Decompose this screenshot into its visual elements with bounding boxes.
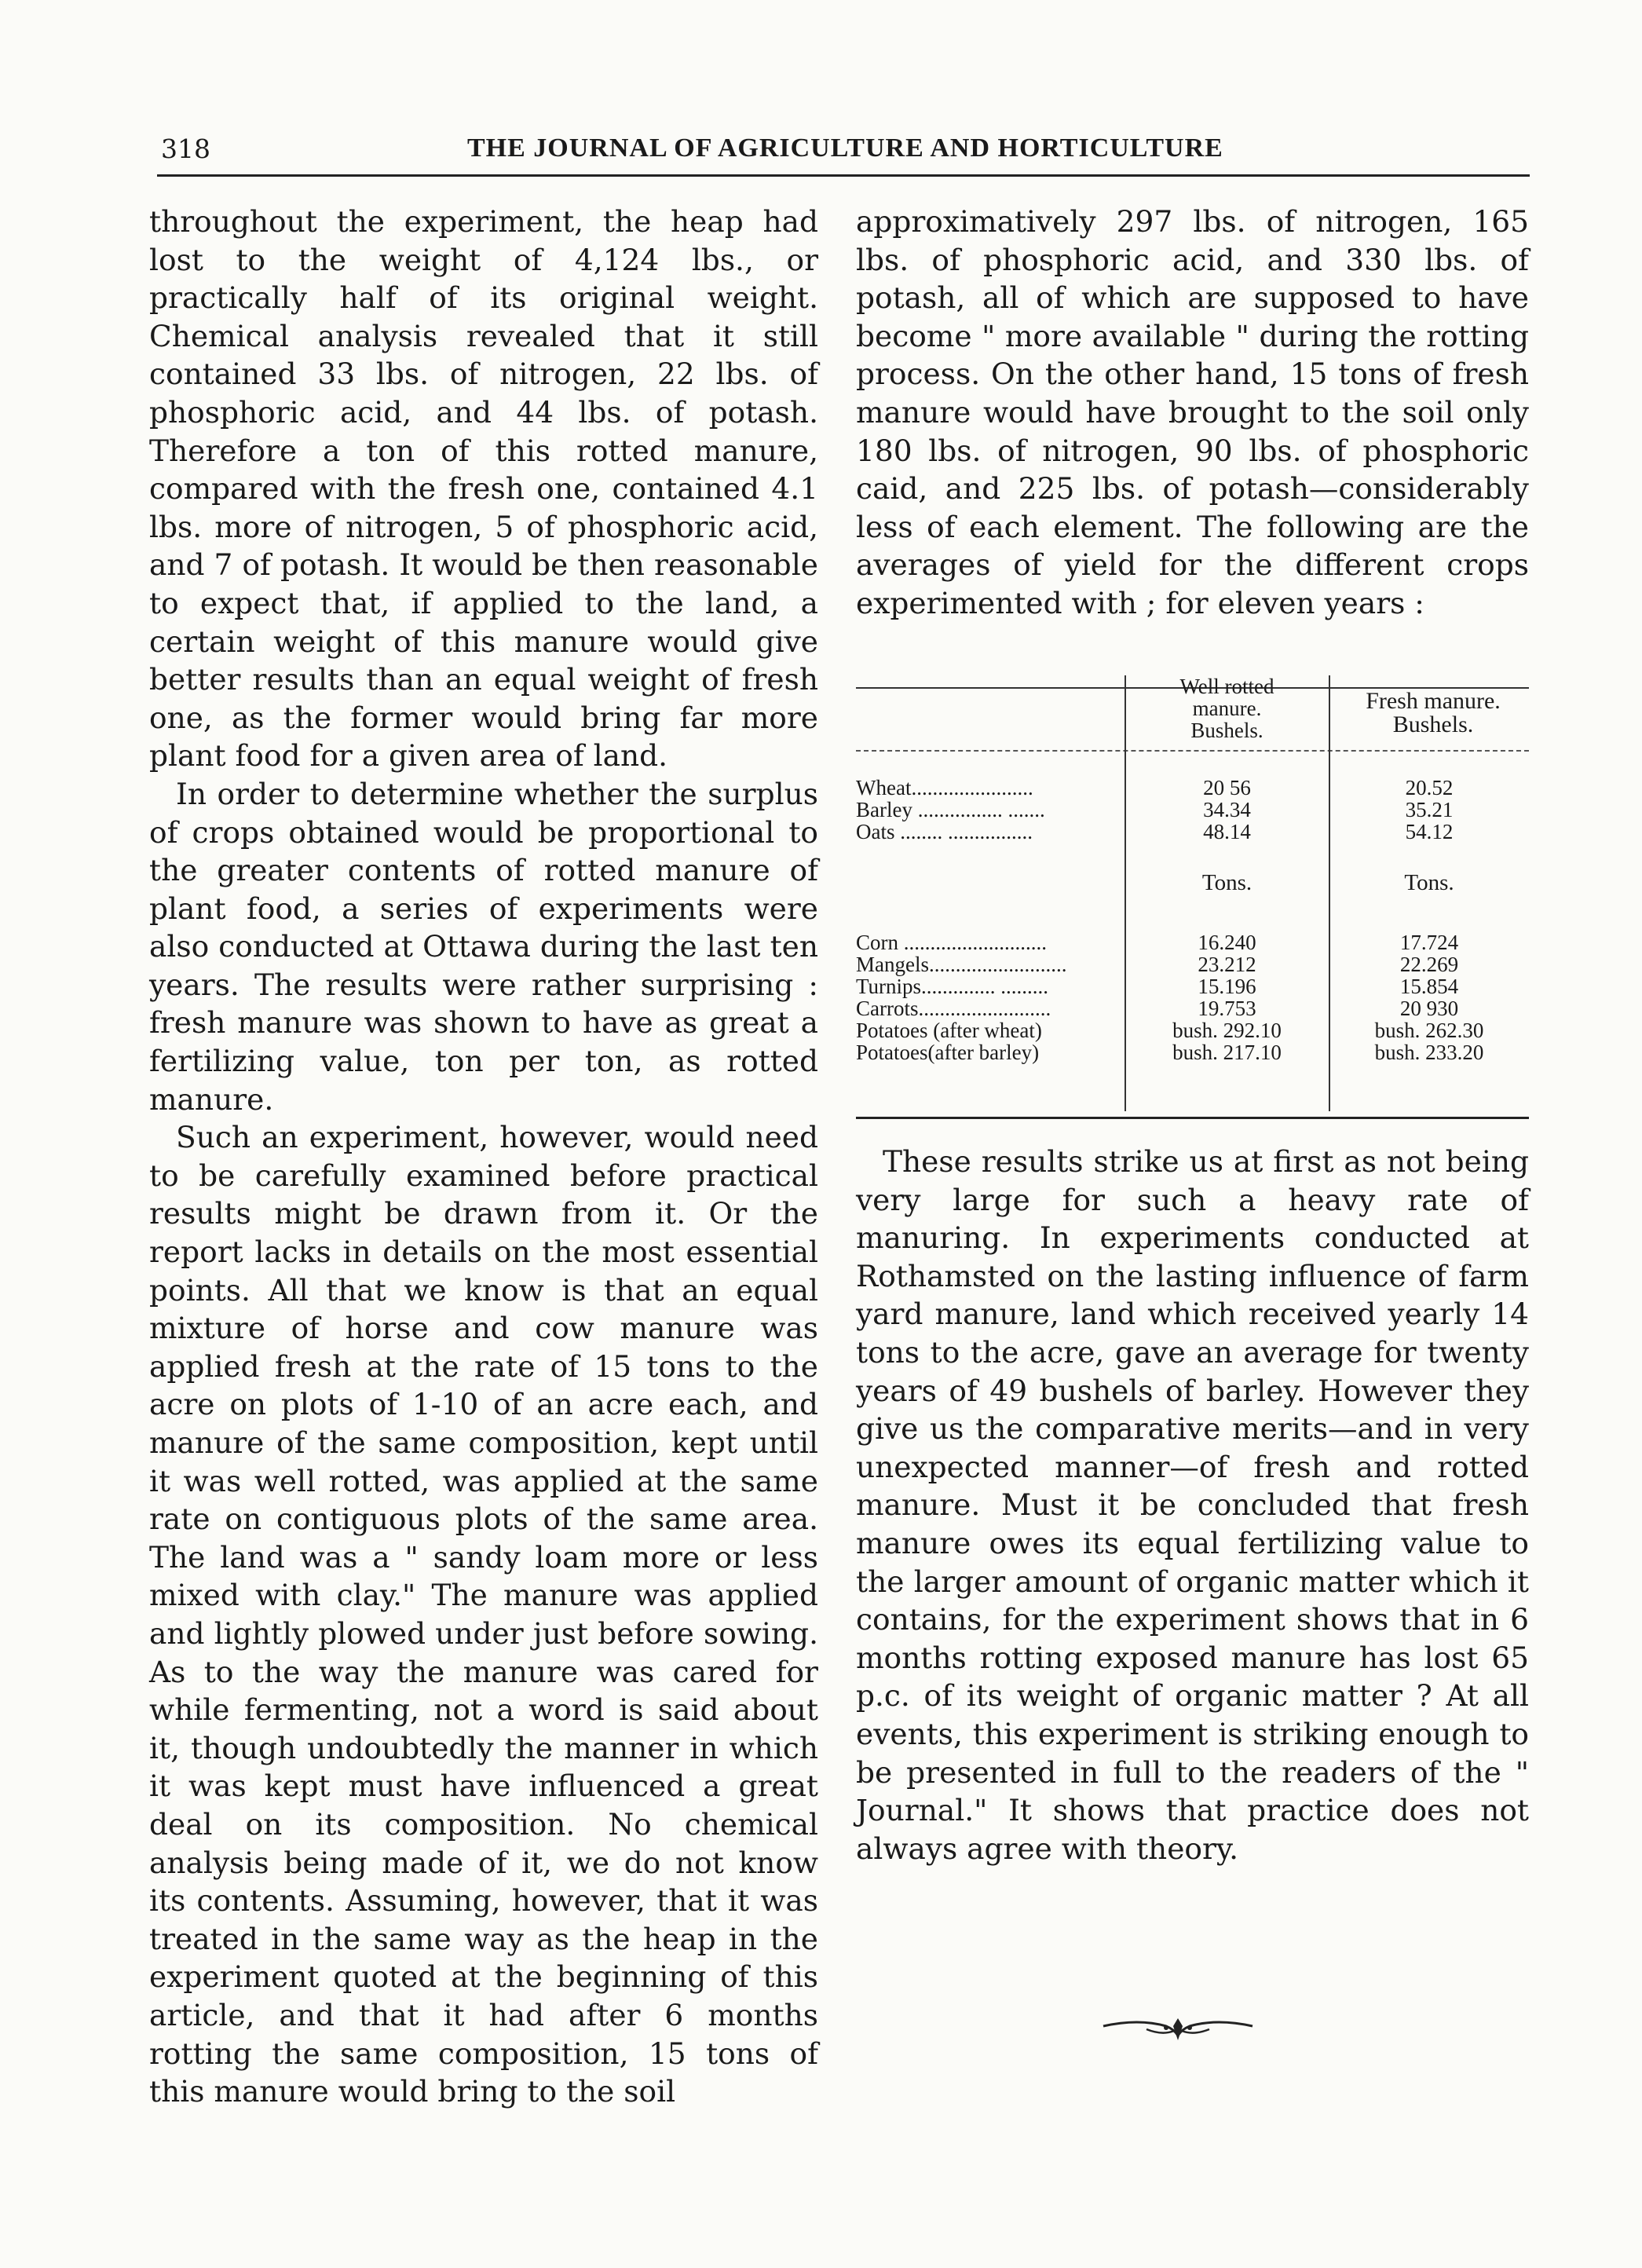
table-row <box>856 931 1529 953</box>
header-text: manure. <box>1192 697 1262 720</box>
right-column-bottom <box>856 1143 1529 1867</box>
table-row <box>856 776 1529 798</box>
table-row <box>856 997 1529 1019</box>
rotted-value: bush. 292.10 <box>1172 1019 1282 1042</box>
table-unit-row <box>856 870 1529 895</box>
rotted-value: 23.212 <box>1198 953 1256 976</box>
fresh-value: bush. 262.30 <box>1374 1019 1484 1042</box>
page-header <box>161 126 1527 173</box>
table-header-rule <box>856 750 1529 752</box>
fresh-value: 17.724 <box>1399 931 1459 954</box>
rotted-value: 19.753 <box>1198 997 1256 1020</box>
fresh-value: 15.854 <box>1399 975 1459 998</box>
fresh-value: 54.12 <box>1405 820 1454 843</box>
table-row <box>856 1041 1529 1063</box>
rotted-value: 34.34 <box>1203 798 1251 821</box>
left-paragraph-3: Such an experiment, however, would need to be carefully examined before practical results might be drawn from it. Or the report lacks in details on the most essential points. All that we know is that an equal mixture of horse and cow manure was applied fresh at the rate of 15 tons to the acre on plots of 1-10 of an acre each, and manure of the same composition, kept until it was well rotted, was applied at the same rate on contiguous plots of the same area. The land was a " sandy loam more or less mixed with clay." The manure was applied and lightly plowed under just before sowing. As to the way the manure was cared for while fermenting, not a word is said about it, though undoubtedly the manner in which it was kept must have influenced a great deal on its composition. No chemical analysis being made of it, we do not know its contents. Assuming, however, that it was treated in the same way as the heap in the experiment quoted at the beginning of this article, and that it had after 6 months rotting the same composition, 15 tons of this manure would bring to the soil <box>149 1120 818 2109</box>
right-column-top <box>856 203 1529 623</box>
header-text: Bushels. <box>1190 719 1263 742</box>
table-row <box>856 1019 1529 1041</box>
fresh-value: 20.52 <box>1405 776 1454 799</box>
unit-label: Tons. <box>1404 870 1454 895</box>
table-row <box>856 798 1529 820</box>
fresh-value: bush. 233.20 <box>1374 1041 1484 1064</box>
journal-title: THE JOURNAL OF AGRICULTURE AND HORTICULTURE <box>467 134 1223 163</box>
crop-name: Oats ........ ................ <box>856 820 1033 843</box>
left-column <box>149 203 818 2134</box>
column-header-fresh <box>1335 690 1531 737</box>
table-bottom-rule <box>856 1117 1529 1119</box>
crop-name: Barley ................ ....... <box>856 798 1045 821</box>
table-row <box>856 953 1529 975</box>
header-rule <box>157 174 1530 177</box>
decorative-ornament <box>1099 2012 1256 2043</box>
right-paragraph-2: These results strike us at first as not being very large for such a heavy rate of manuring. In experiments conducted at Rothamsted on the lasting influence of farm yard manure, land which received yearly 14 tons to the acre, gave an average for twenty years of 49 bushels of barley. However they give us the comparative merits—and in very unexpected manner—of fresh and rotted manure. Must it be concluded that fresh manure owes its equal fertilizing value to the larger amount of organic matter which it contains, for the experiment shows that in 6 months rotting exposed manure has lost 65 p.c. of its weight of organic matter ? At all events, this experiment is striking enough to be presented in full to the readers of the " Journal." It shows that practice does not always agree with theory. <box>856 1144 1529 1866</box>
crop-name: Wheat....................... <box>856 776 1033 799</box>
crop-name: Mangels.......................... <box>856 953 1067 976</box>
page-number: 318 <box>161 134 210 164</box>
crop-name: Corn ........................... <box>856 931 1047 954</box>
rotted-value: 16.240 <box>1198 931 1256 954</box>
left-paragraph-2: In order to determine whether the surplus of crops obtained would be proportional to the greater contents of rotted manure of plant food, a series of experiments were also conducted at Ottawa during the last ten years. The results were rather surprising : fresh manure was shown to have as great a fertilizing value, ton per ton, as rotted manure. <box>149 776 818 1117</box>
rotted-value: bush. 217.10 <box>1172 1041 1282 1064</box>
yield-table <box>856 668 1529 1139</box>
fresh-value: 20 930 <box>1399 997 1459 1020</box>
fresh-value: 35.21 <box>1405 798 1454 821</box>
header-text: Fresh manure. <box>1366 688 1501 714</box>
right-paragraph-1: approximatively 297 lbs. of nitrogen, 165 lbs. of phosphoric acid, and 330 lbs. of potash, all of which are supposed to have become " more available " during the rotting process. On the other hand, 15 tons of fresh manure would have brought to the soil only 180 lbs. of nitrogen, 90 lbs. of phosphoric caid, and 225 lbs. of potash—considerably less of each element. The following are the averages of yield for the different crops experimented with ; for eleven years : <box>856 204 1529 620</box>
rotted-value: 20 56 <box>1203 776 1251 799</box>
fresh-value: 22.269 <box>1399 953 1459 976</box>
rotted-value: 48.14 <box>1203 820 1251 843</box>
table-row <box>856 975 1529 997</box>
header-text: Well rotted <box>1179 675 1274 698</box>
left-paragraph-1: throughout the experiment, the heap had lost to the weight of 4,124 lbs., or practically half of its original weight. Chemical analysis revealed that it still contained 33 lbs. of nitrogen, 22 lbs. of phosphoric acid, and 44 lbs. of potash. Therefore a ton of this rotted manure, compared with the fresh one, contained 4.1 lbs. more of nitrogen, 5 of phosphoric acid, and 7 of potash. It would be then reasonable to expect that, if applied to the land, a certain weight of this manure would give better results than an equal weight of fresh one, as the former would bring far more plant food for a given area of land. <box>149 204 818 774</box>
crop-name: Potatoes(after barley) <box>856 1041 1040 1064</box>
crop-name: Carrots......................... <box>856 997 1051 1020</box>
column-header-rotted <box>1131 675 1323 741</box>
crop-name: Potatoes (after wheat) <box>856 1019 1042 1042</box>
unit-label: Tons. <box>1201 870 1253 895</box>
header-text: Bushels. <box>1392 711 1474 737</box>
rotted-value: 15.196 <box>1198 975 1256 998</box>
crop-name: Turnips.............. ......... <box>856 975 1049 998</box>
table-row <box>856 820 1529 842</box>
